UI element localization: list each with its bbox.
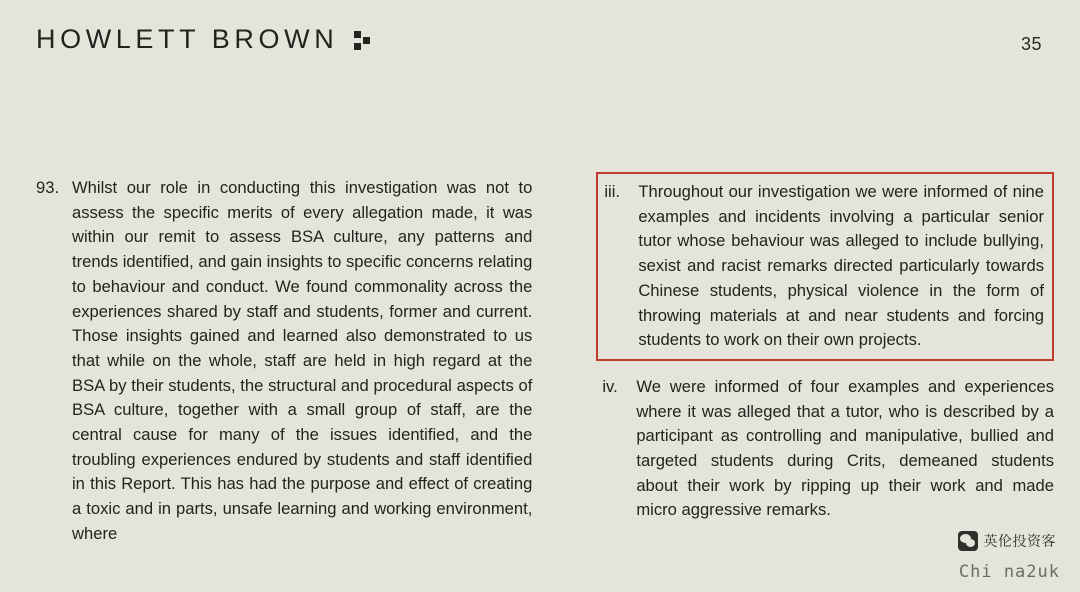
highlighted-paragraph-iii: [596, 172, 1054, 361]
two-column-body: [36, 176, 1054, 592]
brand-name: HOWLETT BROWN: [36, 24, 339, 54]
page-number: 35: [1020, 34, 1042, 54]
wechat-icon: [958, 531, 978, 551]
paragraph-text: Throughout our investigation we were informed of nine examples and incidents involving a particular senior tutor whose behaviour was alleged to include bullying, sexist and racist remarks directed particularly towards Chinese students, physical violence in the form of throwing materials at and near students and forcing students to work on their own projects.: [638, 182, 1044, 350]
left-column: [36, 176, 532, 592]
paragraph-marker: 93.: [36, 178, 60, 197]
paragraph-marker: iii.: [604, 182, 620, 201]
paragraph-text: We were informed of four examples and experiences where it was alleged that a tutor, who is described by a participant as controlling and manipulative, bullied and targeted students during Crits, demeaned students about their work by ripping up their work and made micro aggressive remarks.: [636, 376, 1054, 520]
wechat-account-name: 英伦投资客: [983, 533, 1056, 549]
three-square-logo-icon: [354, 31, 376, 51]
user-watermark: Chi na2uk: [958, 562, 1060, 582]
brand-logo: [36, 24, 1044, 55]
paragraph-marker: iv.: [602, 376, 618, 396]
paragraph-text: Whilst our role in conducting this investigation was not to assess the specific merits of every allegation made, it was within our remit to assess BSA culture, any patterns and trends identified, and gain insights to specific concerns relating to behaviour and conduct. We found commonality across the experiences shared by staff and students, former and current. Those insights gained and learned also demonstrated to us that while on the whole, staff are held in high regard at the BSA by their students, the structural and procedural aspects of BSA culture, together with a small group of staff, are the central cause for many of the issues identified, and the troubling experiences endured by students and staff identified in this Report. This has had the purpose and effect of creating a toxic and in parts, unsafe learning and working environment, where: [72, 178, 533, 543]
paragraph-93: [36, 176, 532, 547]
paragraph-iii: [604, 180, 1044, 353]
paragraph-iv: [602, 375, 1054, 523]
page-header: [36, 24, 1044, 70]
wechat-watermark-badge: [952, 528, 1063, 554]
